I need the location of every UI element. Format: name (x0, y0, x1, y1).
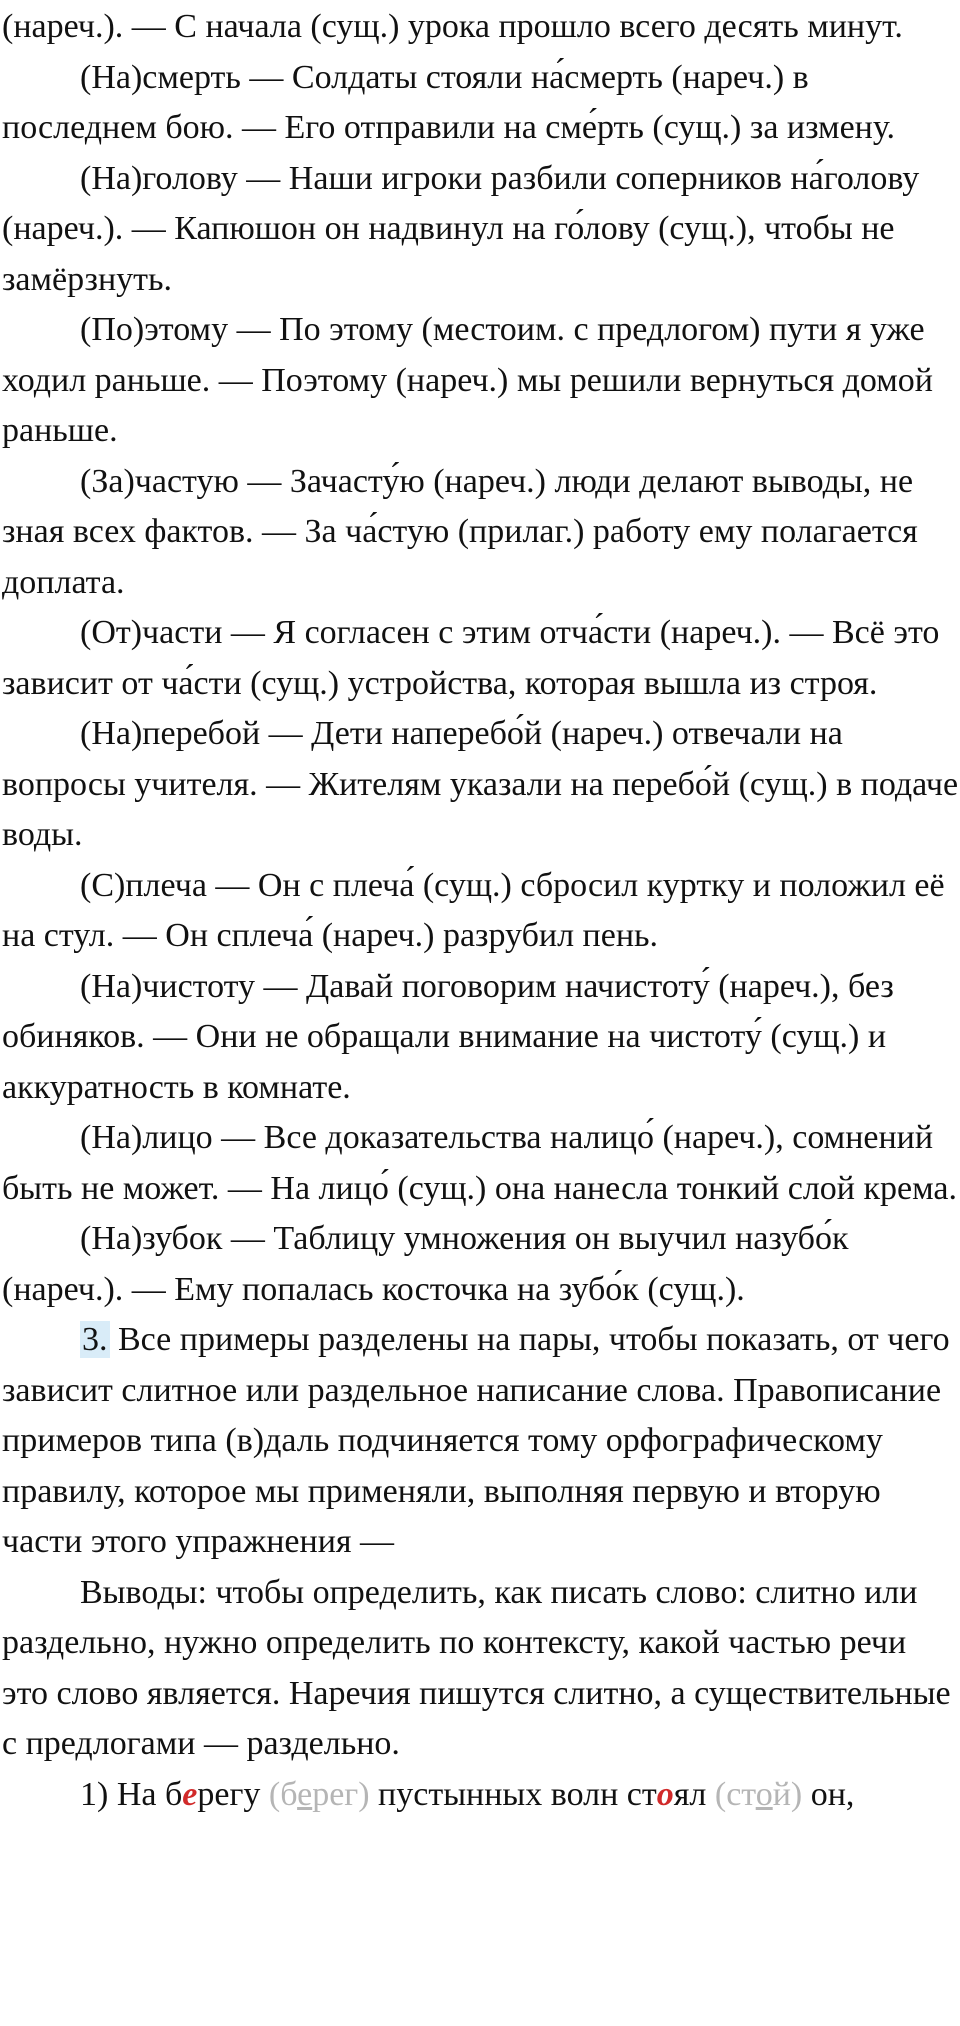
paragraph-continuation: (нареч.). — С начала (сущ.) урока прошло всего десять минут. (2, 8, 903, 45)
section-3-paragraph (2, 1315, 960, 1568)
example-text: регу (197, 1775, 269, 1813)
check-word-hint: (стой) (714, 1775, 803, 1813)
paragraph-poetomu: (По)этому — По этому (местоим. с предлогом) пути я уже ходил раньше. — Поэтому (нареч.) мы решили вернуться домой раньше. (2, 311, 933, 449)
paragraph-zachastuyu: (За)частую — Зачасту́ю (нареч.) люди делают выводы, не зная всех фактов. — За ча́стую (прилаг.) работу ему полагается доплата. (2, 462, 918, 601)
paragraph-naperebory: (На)перебой — Дети наперебо́й (нареч.) отвечали на вопросы учителя. — Жителям указали на перебо́й (сущ.) в подаче воды. (2, 715, 959, 853)
section-3-text: Все примеры разделены на пары, чтобы показать, от чего зависит слитное или раздельное написание слова. Правописание примеров типа (в)даль подчиняется тому орфографическому правилу, которое мы применяли, выполняя первую и вторую части этого упражнения — (2, 1321, 950, 1560)
check-word-hint: (берег) (268, 1775, 370, 1813)
paragraph-nalitso: (На)лицо — Все доказательства налицо́ (нареч.), сомнений быть не может. — На лицо́ (сущ.) она нанесла тонкий слой крема. (2, 1119, 957, 1207)
paragraph-nasmert: (На)смерть — Солдаты стояли на́смерть (нареч.) в последнем бою. — Его отправили на сме́рть (сущ.) за измену. (2, 58, 895, 146)
example-text: пустынных волн ст (369, 1775, 657, 1813)
paragraph-splecha: (С)плеча — Он с плеча́ (сущ.) сбросил куртку и положил её на стул. — Он сплеча́ (нареч.) разрубил пень. (2, 866, 945, 954)
section-number: 3. (82, 1321, 108, 1358)
document-page (0, 2, 960, 2026)
example-text: он, (802, 1775, 855, 1813)
highlighted-vowel: о (656, 1775, 674, 1813)
paragraph-nagolovu: (На)голову — Наши игроки разбили соперников на́голову (нареч.). — Капюшон он надвинул на го́лову (сущ.), чтобы не замёрзнуть. (2, 159, 920, 298)
paragraph-nachistotu: (На)чистоту — Давай поговорим начистоту́ (нареч.), без обиняков. — Они не обращали внимание на чистоту́ (сущ.) и аккуратность в комнате. (2, 967, 894, 1106)
paragraph-otchasti: (От)части — Я согласен с этим отча́сти (нареч.). — Всё это зависит от ча́сти (сущ.) устройства, которая вышла из строя. (2, 614, 940, 702)
highlighted-vowel: е (182, 1775, 198, 1813)
example-text: 1) На б (80, 1775, 183, 1813)
example-text: ял (673, 1775, 715, 1813)
example-line-1 (2, 1770, 960, 1821)
conclusion-paragraph: Выводы: чтобы определить, как писать слово: слитно или раздельно, нужно определить по контексту, какой частью речи это слово является. Наречия пишутся слитно, а существительные с предлогами — раздельно. (2, 1573, 951, 1762)
paragraph-nazubok: (На)зубок — Таблицу умножения он выучил назубо́к (нареч.). — Ему попалась косточка на зубо́к (сущ.). (2, 1220, 849, 1308)
